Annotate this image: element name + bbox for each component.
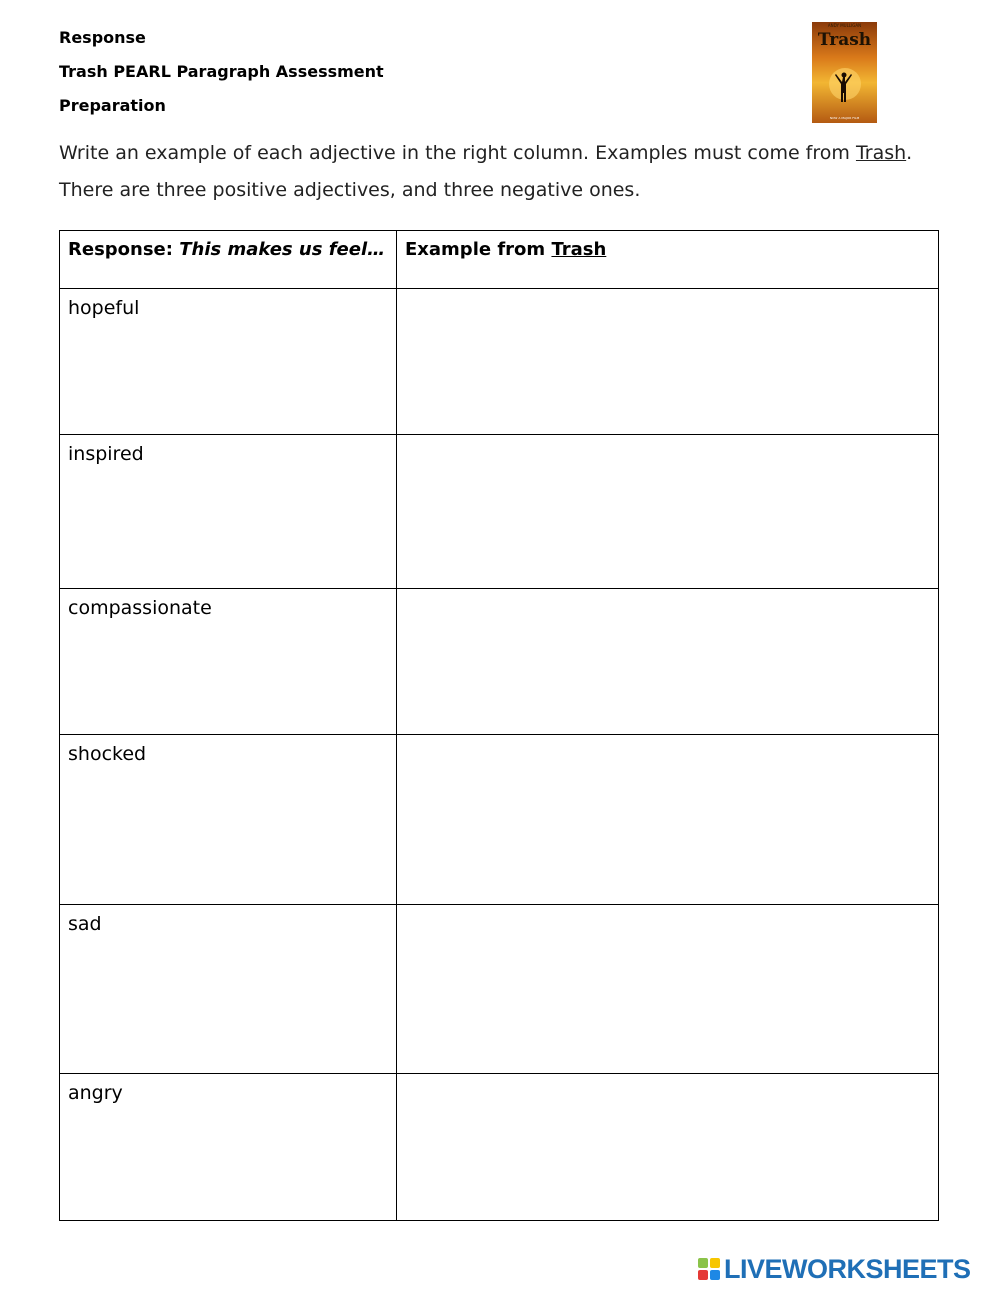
header-response: Response [59, 28, 146, 47]
column-header-label: Example from [405, 239, 552, 260]
table-row [60, 905, 939, 1074]
instruction-period: . [906, 142, 913, 164]
table-row [60, 289, 939, 435]
adjective-cell: inspired [60, 435, 397, 589]
liveworksheets-wordmark: LIVEWORKSHEETS [724, 1254, 971, 1284]
adjective-cell: shocked [60, 735, 397, 905]
table-row [60, 589, 939, 735]
cover-tagline: NOW A MAJOR FILM [829, 116, 860, 120]
cover-author: ANDY MULLIGAN [827, 23, 862, 28]
instruction-line-2: There are three positive adjectives, and three negative ones. [59, 179, 641, 201]
liveworksheets-icon [698, 1258, 720, 1280]
example-answer-cell[interactable] [397, 1074, 939, 1221]
example-answer-cell[interactable] [397, 589, 939, 735]
table-header-row [60, 231, 939, 289]
book-cover-image [812, 22, 877, 123]
adjective-cell: hopeful [60, 289, 397, 435]
column-header-book-title: Trash [551, 239, 607, 260]
column-header-italic: This makes us feel… [179, 239, 386, 260]
table-row [60, 735, 939, 905]
example-answer-cell[interactable] [397, 905, 939, 1074]
cover-title: Trash [817, 30, 872, 50]
adjective-cell: angry [60, 1074, 397, 1221]
header-assessment-title: Trash PEARL Paragraph Assessment [59, 62, 384, 81]
adjective-cell: sad [60, 905, 397, 1074]
example-answer-cell[interactable] [397, 435, 939, 589]
book-title-link: Trash [855, 142, 907, 164]
column-header-label: Response: [68, 239, 180, 260]
example-answer-cell[interactable] [397, 735, 939, 905]
adjective-cell: compassionate [60, 589, 397, 735]
example-answer-cell[interactable] [397, 289, 939, 435]
instruction-line-1 [59, 142, 912, 164]
response-table [59, 230, 939, 1221]
table-row [60, 435, 939, 589]
table-row [60, 1074, 939, 1221]
instruction-text: Write an example of each adjective in the right column. Examples must come from [59, 142, 856, 164]
column-header-example [397, 231, 939, 289]
header-preparation: Preparation [59, 96, 166, 115]
column-header-response [60, 231, 397, 289]
